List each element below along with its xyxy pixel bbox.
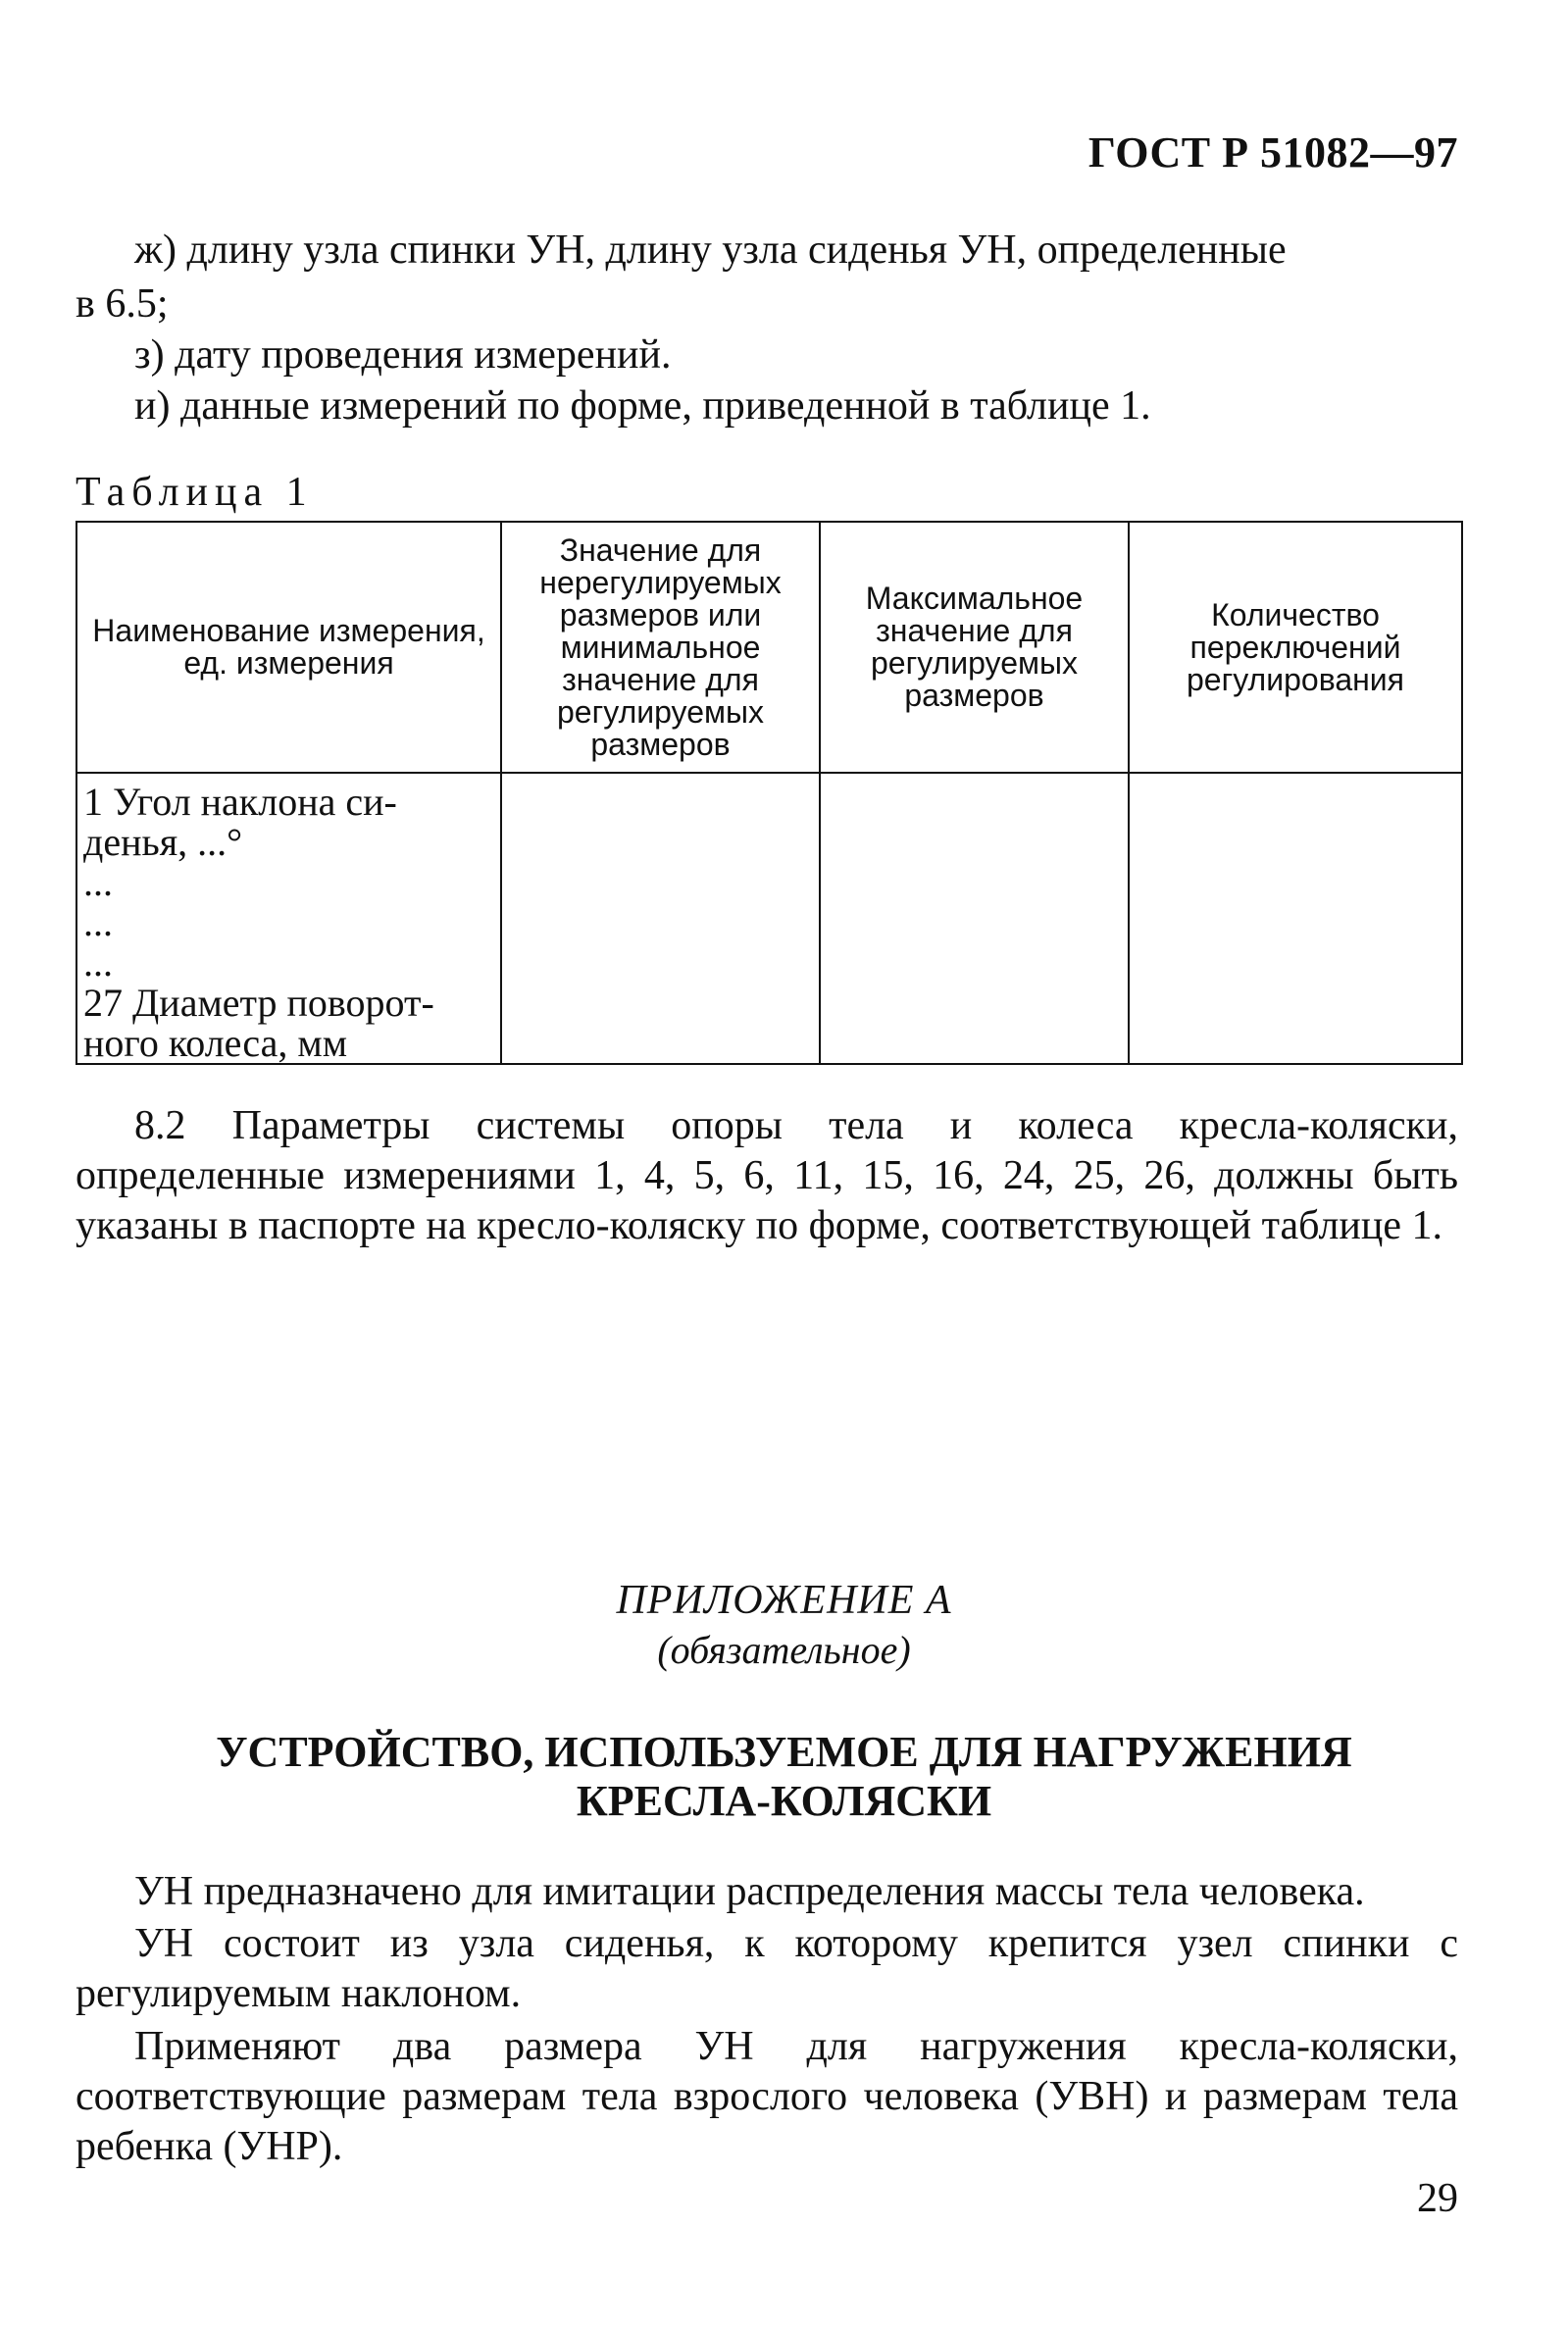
list-item-i: и) данные измерений по форме, приведенной в таблице 1. (134, 383, 1151, 429)
measurements-table (76, 521, 1463, 1065)
appendix-status: (обязательное) (657, 1628, 911, 1672)
appendix-heading-line: УСТРОЙСТВО, ИСПОЛЬЗУЕМОЕ ДЛЯ НАГРУЖЕНИЯ (216, 1728, 1352, 1776)
table-cell-line: ... (83, 860, 113, 904)
list-item-zh-line1: ж) длину узла спинки УН, длину узла сиденья УН, определенные (134, 228, 1287, 273)
page-number: 29 (1417, 2176, 1458, 2221)
table-cell-line: 27 Диаметр поворот- (83, 981, 434, 1025)
table-cell-empty (1129, 773, 1462, 1064)
table-cell-line: ного колеса, мм (83, 1021, 348, 1065)
table-header-cell: Максимальное значение для регулируемых размеров (820, 522, 1129, 773)
appendix-paragraph-1: УН предназначено для имитации распределения массы тела человека. (134, 1869, 1365, 1914)
appendix-paragraph-3: Применяют два размера УН для нагружения кресла-коляски, соответствующие размерам тела взрослого человека (УВН) и размерам тела ребенка (УНР). (76, 2024, 1458, 2169)
appendix-heading (0, 1728, 1568, 1826)
table-header-cell: Значение для нерегулируемых размеров или минимальное значение для регулируемых размеров (501, 522, 820, 773)
table-cell-line: ... (83, 900, 113, 944)
table-caption: Таблица 1 (76, 470, 314, 515)
table-cell-line: денья, ...° (83, 820, 243, 864)
appendix-title: ПРИЛОЖЕНИЕ А (616, 1578, 952, 1623)
table-cell-empty (820, 773, 1129, 1064)
list-item-zh-line2: в 6.5; (76, 281, 169, 327)
appendix-paragraph-2: УН состоит из узла сиденья, к которому крепится узел спинки с регулируемым наклоном. (76, 1921, 1458, 2016)
table-header-cell: Наименование измерения, ед. измерения (76, 522, 501, 773)
document-header: ГОСТ Р 51082—97 (1087, 128, 1458, 177)
table-cell-line: ... (83, 940, 113, 985)
table-cell-measurement-names (76, 773, 501, 1064)
appendix-heading-line: КРЕСЛА-КОЛЯСКИ (576, 1777, 992, 1825)
table-row (76, 773, 1462, 1064)
table-header-row (76, 522, 1462, 773)
table-header-cell: Количество переключений регулирования (1129, 522, 1462, 773)
table-cell-line: 1 Угол наклона си- (83, 780, 397, 824)
paragraph-8-2: 8.2 Параметры системы опоры тела и колеса кресла-коляски, определенные измерениями 1, 4, 5, 6, 11, 15, 16, 24, 25, 26, должны быть указаны в паспорте на кресло-коляску по форме, соответствующей таблице 1. (76, 1103, 1458, 1248)
list-item-z: з) дату проведения измерений. (134, 332, 672, 378)
table-cell-empty (501, 773, 820, 1064)
